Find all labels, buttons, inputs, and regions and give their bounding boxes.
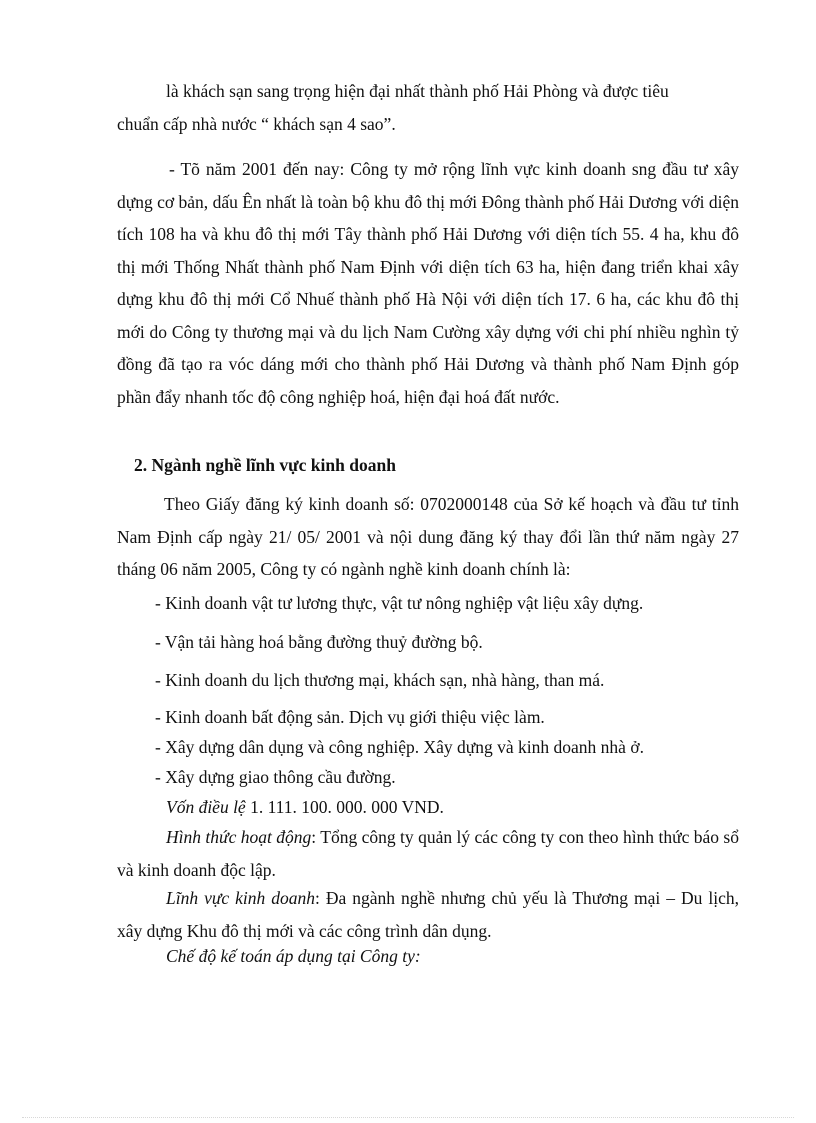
history-paragraph: - Tõ năm 2001 đến nay: Công ty mở rộng lĩnh vực kinh doanh sng đầu tư xây dựng cơ bản, dấu Ên nhất là toàn bộ khu đô thị mới Đông thành phố Hải Dương với diện tích 108 ha và khu đô thị mới Tây thành phố Hải Dương với diện tích 55. 4 ha, khu đô thị mới Thống Nhất thành phố Nam Định với diện tích 63 ha, hiện đang triển khai xây dựng khu đô thị mới Cổ Nhuế thành phố Hà Nội với diện tích 17. 6 ha, các khu đô thị mới do Công ty thương mại và du lịch Nam Cường xây dựng với chi phí nhiều nghìn tỷ đồng đã tạo ra vóc dáng mới cho thành phố Hải Dương và thành phố Nam Định góp phần đẩy nhanh tốc độ công nghiệp hoá, hiện đại hoá đất nước.	[117, 159, 739, 407]
page-bottom-divider	[22, 1117, 794, 1118]
accounting-heading: Chế độ kế toán áp dụng tại Công ty:	[166, 946, 421, 966]
capital-line	[166, 797, 444, 818]
business-line-item: - Kinh doanh vật tư lương thực, vật tư nông nghiệp vật liệu xây dựng.	[155, 593, 644, 613]
capital-label: Vốn điều lệ	[166, 797, 246, 817]
intro-line-2: chuẩn cấp nhà nước “ khách sạn 4 sao”.	[117, 114, 396, 134]
field-paragraph	[117, 882, 739, 947]
operation-label: Hình thức hoạt động	[166, 827, 312, 847]
business-line-item: - Xây dựng giao thông cầu đường.	[155, 767, 396, 787]
business-line-item: - Kinh doanh bất động sản. Dịch vụ giới thiệu việc làm.	[155, 707, 545, 727]
operation-paragraph	[117, 821, 739, 886]
registration-paragraph: Theo Giấy đăng ký kinh doanh số: 0702000148 của Sở kế hoạch và đầu tư tỉnh Nam Định cấp ngày 21/ 05/ 2001 và nội dung đăng ký thay đổi lần thứ năm ngày 27 tháng 06 năm 2005, Công ty có ngành nghề kinh doanh chính là:	[117, 494, 739, 579]
business-line-item: - Vận tải hàng hoá bằng đường thuỷ đường bộ.	[155, 632, 483, 652]
business-line-item: - Xây dựng dân dụng và công nghiệp. Xây dựng và kinh doanh nhà ở.	[155, 737, 644, 757]
section-heading: 2. Ngành nghề lĩnh vực kinh doanh	[134, 455, 396, 475]
operation-text: : Tổng công ty quản lý các công ty con theo hình thức báo sổ và kinh doanh độc lập.	[117, 827, 739, 880]
business-line-item: - Kinh doanh du lịch thương mại, khách sạn, nhà hàng, than má.	[155, 670, 605, 690]
field-text: : Đa ngành nghề nhưng chủ yếu là Thương mại – Du lịch, xây dựng Khu đô thị mới và các công trình dân dụng.	[117, 888, 739, 941]
capital-value: 1. 111. 100. 000. 000 VND.	[245, 797, 444, 817]
intro-line-1: là khách sạn sang trọng hiện đại nhất thành phố Hải Phòng và được tiêu	[166, 81, 669, 101]
field-label: Lĩnh vực kinh doanh	[166, 888, 316, 908]
